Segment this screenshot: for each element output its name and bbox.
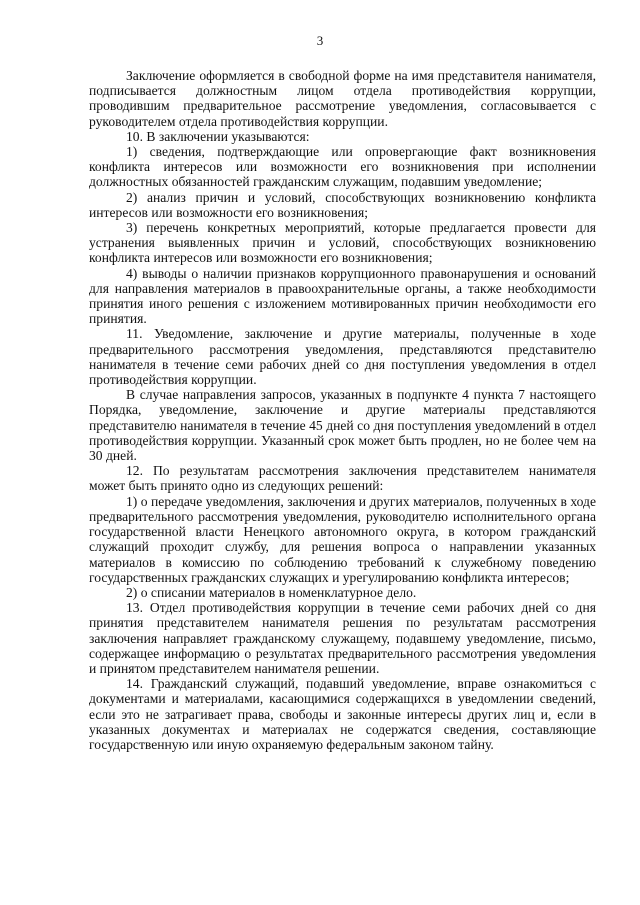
paragraph-13: 13. Отдел противодействия коррупции в течение семи рабочих дней со дня принятия представителем нанимателя решения по результатам рассмотрения заключения направляет гражданскому служащему, подавшему уведомление, письмо, содержащее информацию о результатах предварительного рассмотрения уведомления и принятом представителем нанимателя решении. xyxy=(89,600,596,676)
paragraph-12-item-1: 1) о передаче уведомления, заключения и других материалов, полученных в ходе предварительного рассмотрения уведомления, руководителю исполнительного органа государственной власти Ненецкого автономного округа, в котором гражданский служащий проходит службу, для решения вопроса о направлении указанных материалов в комиссию по соблюдению требований к служебному поведению государственных гражданских служащих и урегулированию конфликта интересов; xyxy=(89,493,596,585)
paragraph-14: 14. Гражданский служащий, подавший уведомление, вправе ознакомиться с документами и материалами, касающимися содержащихся в уведомлении сведений, если это не затрагивает права, свободы и законные интересы других лиц и, если в указанных документах и материалах не содержатся сведения, составляющие государственную или иную охраняемую федеральным законом тайну. xyxy=(89,676,596,752)
paragraph-12-heading: 12. По результатам рассмотрения заключения представителем нанимателя может быть принято одно из следующих решений: xyxy=(89,463,596,494)
paragraph-11: 11. Уведомление, заключение и другие материалы, полученные в ходе предварительного рассмотрения уведомления, представляются представителю нанимателя в течение семи рабочих дней со дня поступления уведомления в отдел противодействия коррупции. xyxy=(89,326,596,388)
paragraph-10-item-3: 3) перечень конкретных мероприятий, которые предлагается провести для устранения выявленных причин и условий, способствующих возникновению конфликта интересов или возможности его возникновения; xyxy=(89,220,596,266)
paragraph-12-item-2: 2) о списании материалов в номенклатурное дело. xyxy=(126,584,417,600)
paragraph-conclusion-format: Заключение оформляется в свободной форме на имя представителя нанимателя, подписывается должностным лицом отдела противодействия коррупции, проводившим предварительное рассмотрение уведомления, согласовывается с руководителем отдела противодействия коррупции. xyxy=(89,68,596,129)
paragraph-10-item-4: 4) выводы о наличии признаков коррупционного правонарушения и оснований для направления материалов в правоохранительные органы, а также необходимости принятия иного решения с изложением мотивированных причин необходимости его принятия. xyxy=(89,265,596,327)
page-number: 3 xyxy=(316,33,324,48)
paragraph-10-item-1: 1) сведения, подтверждающие или опровергающие факт возникновения конфликта интересов или возможности его возникновения при исполнении должностных обязанностей гражданским служащим, подавшим уведомление; xyxy=(89,144,596,190)
paragraph-10-heading: 10. В заключении указываются: xyxy=(126,128,310,144)
document-body xyxy=(89,68,596,752)
paragraph-10-item-2: 2) анализ причин и условий, способствующих возникновению конфликта интересов или возможности его возникновения; xyxy=(89,189,596,220)
paragraph-11-requests: В случае направления запросов, указанных в подпункте 4 пункта 7 настоящего Порядка, уведомление, заключение и другие материалы представляются представителю нанимателя в течение 45 дней со дня поступления уведомлений в отдел противодействия коррупции. Указанный срок может быть продлен, но не более чем на 30 дней. xyxy=(89,387,596,464)
